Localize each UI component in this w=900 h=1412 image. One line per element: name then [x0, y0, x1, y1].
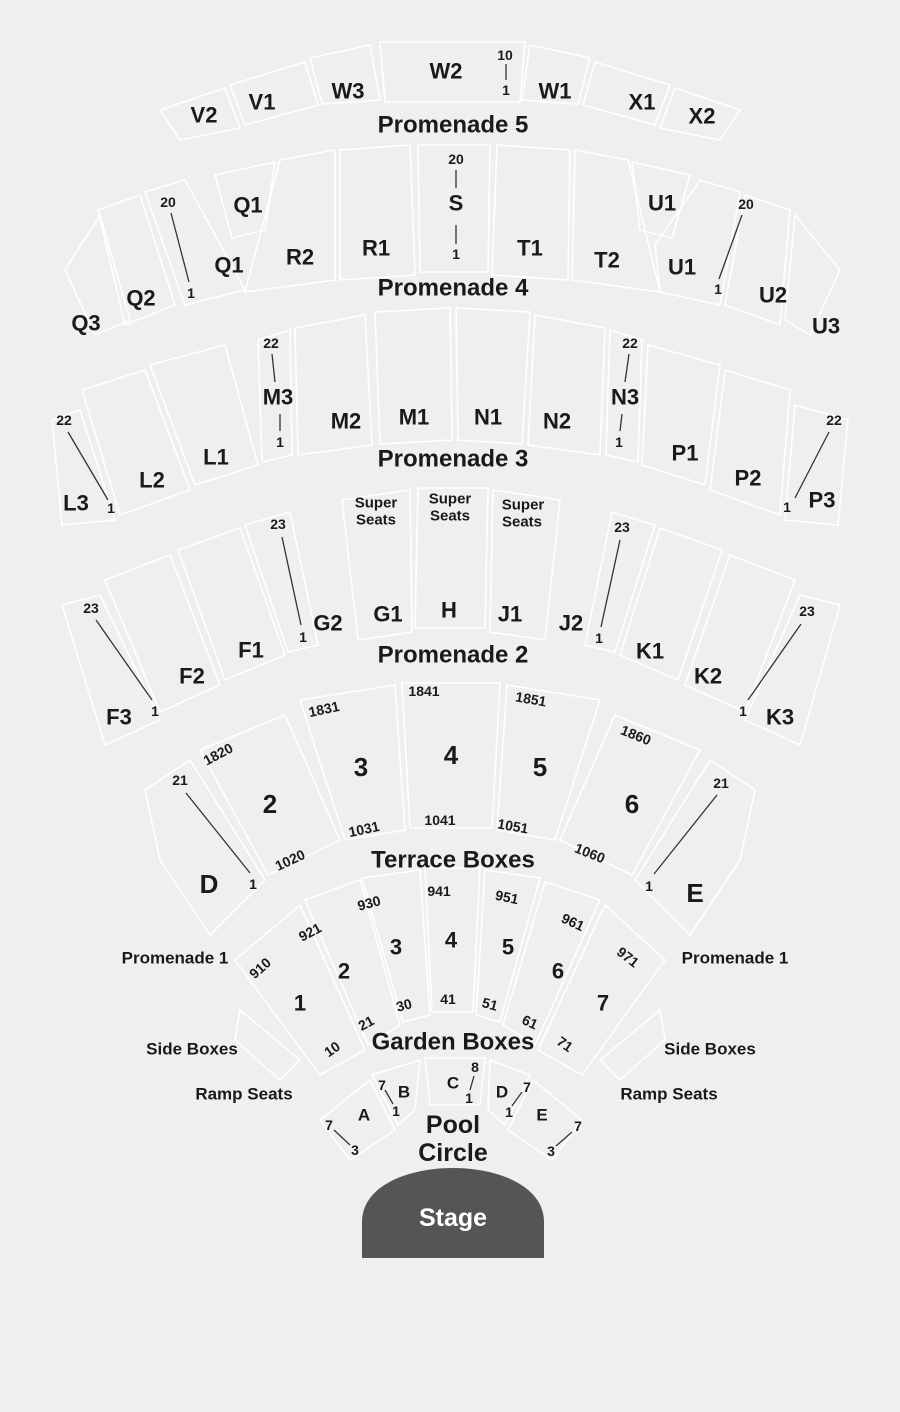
section-label-K2[interactable]: K2: [693, 663, 723, 689]
row-number: 10: [321, 1037, 343, 1061]
section-label-V2[interactable]: V2: [190, 102, 218, 128]
section-label-garden-7[interactable]: 7: [596, 990, 610, 1016]
promenade-4-label: Promenade 4: [377, 274, 529, 302]
section-label-T2[interactable]: T2: [594, 247, 620, 273]
row-number: 1020: [272, 846, 308, 874]
promenade-1-left-label: Promenade 1: [121, 948, 229, 968]
row-number: 941: [427, 883, 451, 899]
section-N2-outline[interactable]: [528, 315, 605, 455]
row-number: 30: [394, 995, 414, 1015]
row-number: 1051: [496, 815, 530, 837]
section-terrace-5-outline[interactable]: [497, 685, 600, 840]
row-number: 921: [295, 919, 325, 945]
super-seats-2-line2[interactable]: Seats: [429, 507, 471, 525]
super-seats-3-line2[interactable]: Seats: [501, 513, 543, 531]
section-label-F1[interactable]: F1: [238, 637, 264, 663]
promenade-5-label: Promenade 5: [377, 111, 529, 139]
row-number: 71: [554, 1032, 576, 1056]
section-label-Q3[interactable]: Q3: [71, 310, 101, 336]
section-label-X2[interactable]: X2: [688, 103, 716, 129]
section-E-outline[interactable]: [635, 760, 755, 935]
section-label-Q1-upper[interactable]: Q1: [233, 192, 263, 218]
row-number: 1: [276, 434, 284, 450]
row-number: 1: [151, 703, 159, 719]
row-number: 22: [56, 412, 72, 428]
terrace-boxes-label: Terrace Boxes: [371, 846, 535, 874]
row-number: 21: [355, 1012, 377, 1034]
section-label-garden-2[interactable]: 2: [337, 958, 351, 984]
section-label-pool-B[interactable]: B: [397, 1082, 411, 1102]
section-label-T1[interactable]: T1: [517, 235, 543, 261]
row-line-n3-bottom: [620, 414, 622, 431]
row-number: 1: [595, 630, 603, 646]
row-number: 23: [614, 519, 630, 535]
section-label-G1[interactable]: G1: [373, 601, 403, 627]
row-line-pc: [470, 1076, 474, 1090]
section-label-garden-6[interactable]: 6: [551, 958, 565, 984]
section-label-F3[interactable]: F3: [106, 704, 132, 730]
section-label-F2[interactable]: F2: [179, 663, 205, 689]
section-label-U1-lower[interactable]: U1: [667, 254, 697, 280]
row-number: 7: [523, 1079, 531, 1095]
row-number: 1: [107, 500, 115, 516]
section-P2-outline[interactable]: [710, 370, 790, 515]
section-label-garden-5[interactable]: 5: [501, 934, 515, 960]
row-number: 1031: [347, 817, 381, 841]
row-number: 21: [172, 772, 188, 788]
section-label-W2[interactable]: W2: [429, 58, 463, 84]
row-number: 22: [263, 335, 279, 351]
row-number: 1041: [424, 812, 456, 828]
super-seats-3-line1[interactable]: Super: [501, 496, 545, 514]
section-label-L1[interactable]: L1: [203, 444, 229, 470]
section-label-terrace-3[interactable]: 3: [353, 752, 369, 782]
section-label-pool-A[interactable]: A: [357, 1105, 371, 1125]
ramp-seats-right-label: Ramp Seats: [620, 1084, 718, 1104]
row-number: 7: [325, 1117, 333, 1133]
row-line-f3: [96, 620, 152, 700]
row-number: 7: [574, 1118, 582, 1134]
section-label-N3[interactable]: N3: [610, 384, 640, 410]
row-number: 22: [826, 412, 842, 428]
super-seats-1-line2[interactable]: Seats: [355, 511, 397, 529]
section-label-R1[interactable]: R1: [361, 235, 391, 261]
section-label-P2[interactable]: P2: [734, 465, 762, 491]
row-number: 910: [245, 954, 275, 982]
row-number: 1: [249, 876, 257, 892]
section-label-N1[interactable]: N1: [473, 404, 503, 430]
side-boxes-left-label: Side Boxes: [146, 1039, 238, 1059]
row-number: 961: [559, 909, 587, 935]
promenade-1-right-label: Promenade 1: [681, 948, 789, 968]
section-label-garden-3[interactable]: 3: [389, 934, 403, 960]
row-number: 8: [471, 1059, 479, 1075]
row-number: 1851: [514, 688, 548, 710]
section-label-K3[interactable]: K3: [765, 704, 795, 730]
row-number: 21: [713, 775, 729, 791]
row-number: 1: [392, 1103, 400, 1119]
section-label-K1[interactable]: K1: [635, 638, 665, 664]
section-label-P1[interactable]: P1: [671, 440, 699, 466]
row-number: 1841: [408, 683, 440, 699]
section-side-boxes-right-outline[interactable]: [600, 1010, 665, 1080]
row-number: 20: [160, 194, 176, 210]
section-G2-outline[interactable]: [245, 512, 318, 652]
row-number: 971: [613, 943, 643, 971]
section-label-garden-1[interactable]: 1: [293, 990, 307, 1016]
row-number: 1: [452, 246, 460, 262]
section-side-boxes-left-outline[interactable]: [235, 1010, 300, 1080]
section-D-outline[interactable]: [145, 760, 265, 935]
section-label-W3[interactable]: W3: [331, 78, 365, 104]
row-line-m3-top: [272, 354, 275, 382]
row-number: 51: [480, 994, 500, 1014]
section-label-terrace-2[interactable]: 2: [262, 789, 278, 819]
row-number: 7: [378, 1077, 386, 1093]
row-line-n3-top: [625, 354, 629, 382]
row-number: 3: [547, 1143, 555, 1159]
section-label-V1[interactable]: V1: [248, 89, 276, 115]
row-number: 1: [502, 82, 510, 98]
section-label-U2[interactable]: U2: [758, 282, 788, 308]
section-label-W1[interactable]: W1: [538, 78, 572, 104]
section-label-terrace-4[interactable]: 4: [443, 740, 459, 770]
row-number: 1: [714, 281, 722, 297]
row-number: 23: [83, 600, 99, 616]
section-label-D[interactable]: D: [199, 869, 219, 899]
section-M2-outline[interactable]: [295, 315, 372, 455]
section-label-U3[interactable]: U3: [811, 313, 841, 339]
section-R2-outline[interactable]: [245, 150, 335, 292]
row-number: 1860: [618, 721, 654, 749]
row-number: 1060: [572, 839, 608, 867]
row-number: 1831: [307, 697, 341, 721]
section-label-pool-D[interactable]: D: [495, 1082, 509, 1102]
section-label-H[interactable]: H: [441, 597, 457, 623]
promenade-3-label: Promenade 3: [377, 445, 529, 473]
section-label-X1[interactable]: X1: [628, 89, 656, 115]
row-number: 1: [739, 703, 747, 719]
section-label-J2[interactable]: J2: [558, 610, 584, 636]
row-number: 930: [355, 892, 383, 914]
section-label-terrace-5[interactable]: 5: [532, 752, 548, 782]
section-label-Q1-lower[interactable]: Q1: [214, 252, 244, 278]
row-number: 1: [783, 499, 791, 515]
row-number: 951: [493, 886, 521, 908]
row-number: 22: [622, 335, 638, 351]
section-L2-outline[interactable]: [82, 370, 190, 515]
section-label-N2[interactable]: N2: [542, 408, 572, 434]
stage-label: Stage: [418, 1204, 488, 1232]
row-number: 1: [505, 1104, 513, 1120]
row-number: 1: [299, 629, 307, 645]
row-line-u: [719, 215, 742, 279]
garden-boxes-label: Garden Boxes: [371, 1028, 535, 1056]
section-label-M2[interactable]: M2: [330, 408, 362, 434]
section-X1-outline[interactable]: [583, 62, 670, 125]
row-number: 41: [440, 991, 456, 1007]
super-seats-1-line1[interactable]: Super: [354, 494, 398, 512]
pool-circle-label-line1: Pool: [425, 1111, 481, 1139]
section-label-E[interactable]: E: [686, 878, 704, 908]
row-number: 1820: [200, 739, 236, 769]
section-label-pool-C[interactable]: C: [446, 1073, 460, 1093]
section-label-Q2[interactable]: Q2: [126, 285, 156, 311]
row-number: 23: [270, 516, 286, 532]
row-number: 61: [519, 1011, 541, 1033]
ramp-seats-left-label: Ramp Seats: [195, 1084, 293, 1104]
section-label-G2[interactable]: G2: [313, 610, 343, 636]
section-label-R2[interactable]: R2: [285, 244, 315, 270]
side-boxes-right-label: Side Boxes: [664, 1039, 756, 1059]
section-label-L3[interactable]: L3: [63, 490, 89, 516]
section-F1-outline[interactable]: [178, 528, 285, 680]
section-label-L2[interactable]: L2: [139, 467, 165, 493]
row-number: 1: [187, 285, 195, 301]
section-label-pool-E[interactable]: E: [536, 1105, 548, 1125]
section-label-J1[interactable]: J1: [497, 601, 523, 627]
row-number: 1: [465, 1090, 473, 1106]
section-label-S[interactable]: S: [448, 190, 464, 216]
row-number: 1: [615, 434, 623, 450]
row-number: 20: [448, 151, 464, 167]
section-label-terrace-6[interactable]: 6: [624, 789, 640, 819]
row-number: 23: [799, 603, 815, 619]
section-label-U1-upper[interactable]: U1: [647, 190, 677, 216]
pool-circle-label-line2: Circle: [418, 1139, 488, 1167]
section-label-P3[interactable]: P3: [808, 487, 836, 513]
promenade-2-label: Promenade 2: [377, 641, 529, 669]
section-label-M1[interactable]: M1: [398, 404, 430, 430]
section-label-M3[interactable]: M3: [262, 384, 294, 410]
row-number: 3: [351, 1142, 359, 1158]
super-seats-2-line1[interactable]: Super: [428, 490, 472, 508]
row-number: 20: [738, 196, 754, 212]
row-number: 10: [497, 47, 513, 63]
section-label-garden-4[interactable]: 4: [444, 927, 458, 953]
row-number: 1: [645, 878, 653, 894]
